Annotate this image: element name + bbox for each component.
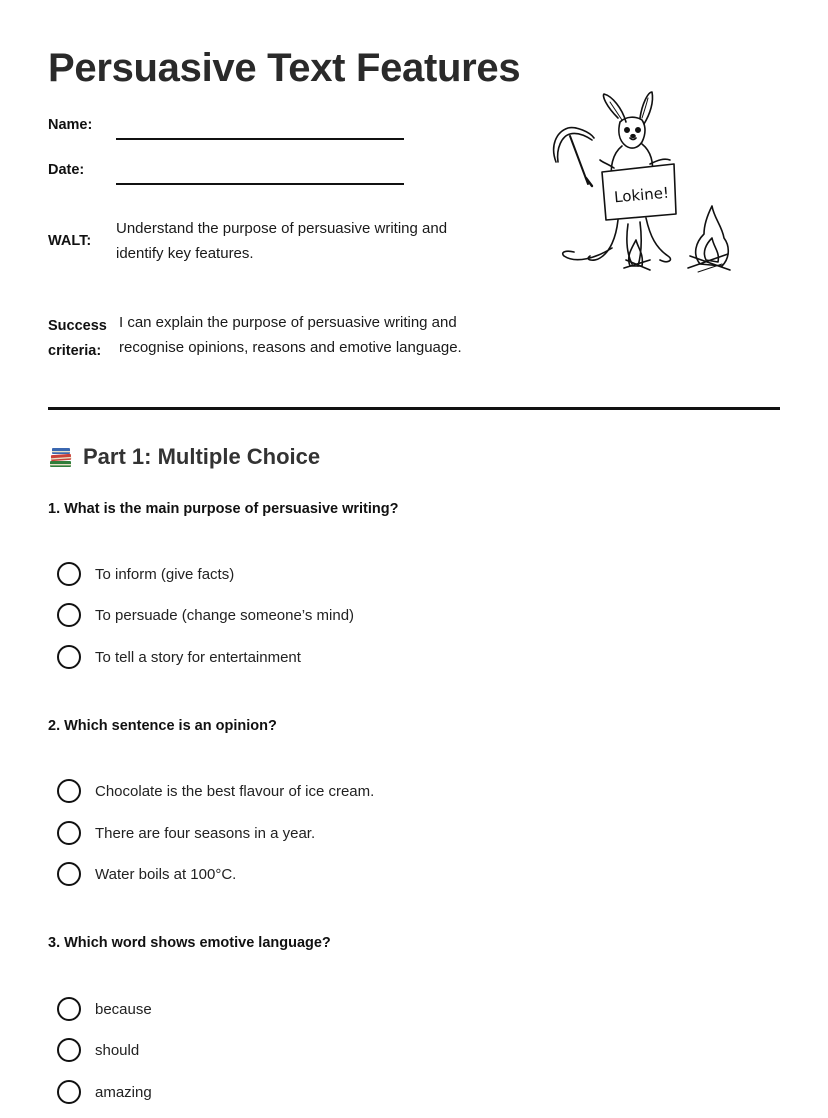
option-label: There are four seasons in a year.: [95, 824, 316, 842]
part1-title: [48, 444, 320, 470]
kangaroo-illustration: [546, 88, 738, 274]
walt-line: identify key features.: [116, 245, 254, 262]
success-label-line: Success: [48, 318, 107, 334]
q3-option-1[interactable]: [57, 996, 152, 1022]
walt-label: WALT:: [48, 233, 92, 249]
walt-text: [116, 216, 447, 266]
option-label: To tell a story for entertainment: [95, 648, 301, 666]
question-3: 3. Which word shows emotive language?: [48, 935, 331, 951]
question-1: 1. What is the main purpose of persuasive writing?: [48, 501, 399, 517]
option-label: because: [95, 1000, 152, 1018]
name-label: Name:: [48, 117, 93, 133]
option-label: Chocolate is the best flavour of ice cream.: [95, 782, 375, 800]
success-criteria-text: [119, 310, 462, 360]
date-label: Date:: [48, 162, 85, 178]
option-label: To inform (give facts): [95, 565, 235, 583]
date-field[interactable]: [116, 183, 404, 185]
option-label: To persuade (change someone’s mind): [95, 606, 355, 624]
radio-button[interactable]: [57, 1080, 81, 1104]
books-icon: [48, 444, 74, 470]
q1-option-1[interactable]: [57, 561, 234, 587]
q3-option-3[interactable]: [57, 1079, 152, 1105]
success-label-line: criteria:: [48, 343, 102, 359]
q2-option-3[interactable]: [57, 861, 236, 887]
radio-button[interactable]: [57, 821, 81, 845]
radio-button[interactable]: [57, 1038, 81, 1062]
success-line: I can explain the purpose of persuasive writing and: [119, 314, 457, 331]
q1-option-2[interactable]: [57, 602, 354, 628]
question-2: 2. Which sentence is an opinion?: [48, 718, 277, 734]
radio-button[interactable]: [57, 862, 81, 886]
q2-option-1[interactable]: [57, 778, 374, 804]
radio-button[interactable]: [57, 779, 81, 803]
option-label: Water boils at 100°C.: [95, 865, 237, 883]
name-field[interactable]: [116, 138, 404, 140]
walt-line: Understand the purpose of persuasive writing and: [116, 220, 448, 237]
success-line: recognise opinions, reasons and emotive language.: [119, 339, 462, 356]
radio-button[interactable]: [57, 645, 81, 669]
q1-option-3[interactable]: [57, 644, 301, 670]
option-label: amazing: [95, 1083, 152, 1101]
radio-button[interactable]: [57, 562, 81, 586]
radio-button[interactable]: [57, 603, 81, 627]
success-criteria-label: [48, 314, 107, 364]
page-title: Persuasive Text Features: [48, 46, 521, 90]
option-label: should: [95, 1041, 140, 1059]
q2-option-2[interactable]: [57, 820, 315, 846]
radio-button[interactable]: [57, 997, 81, 1021]
section-divider: [48, 407, 780, 410]
part1-title-text: Part 1: Multiple Choice: [83, 444, 321, 469]
sign-text: Lokine!: [613, 183, 670, 207]
q3-option-2[interactable]: [57, 1037, 139, 1063]
